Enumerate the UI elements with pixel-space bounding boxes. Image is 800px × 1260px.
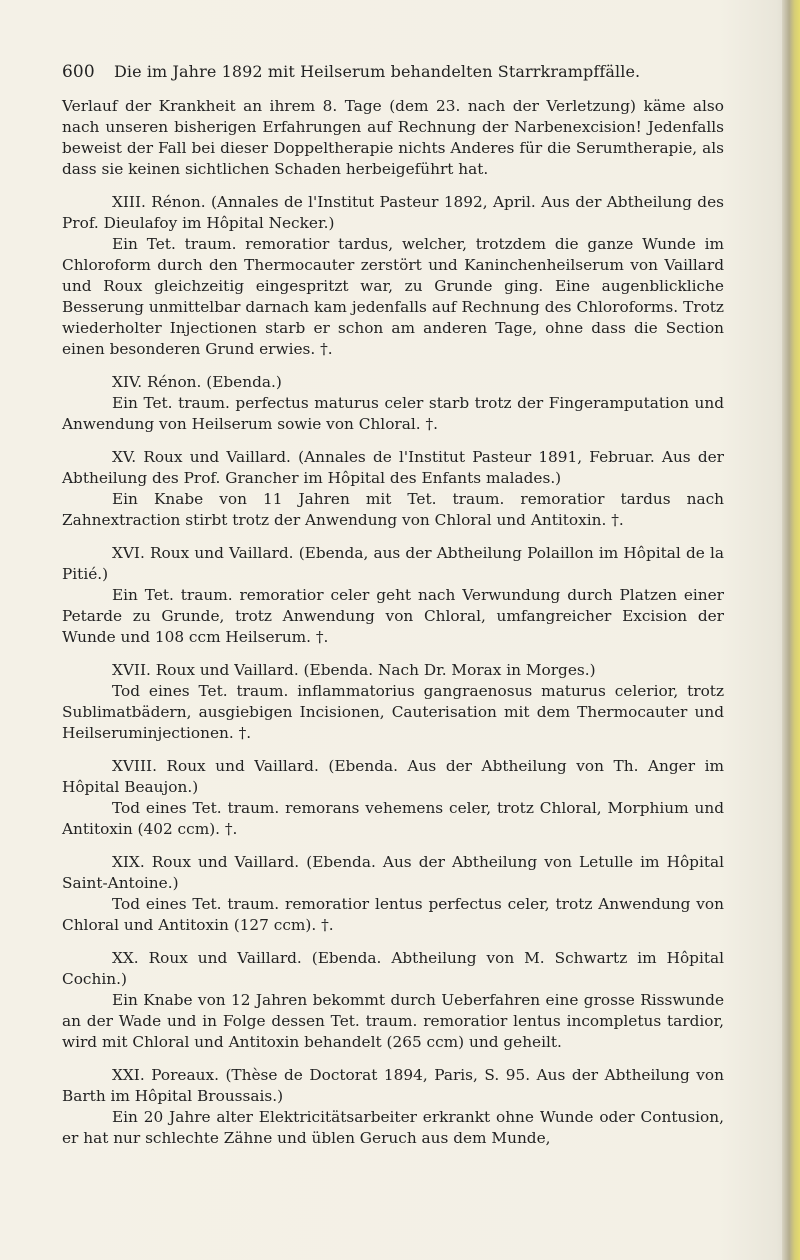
case-heading: XIX. Roux und Vaillard. (Ebenda. Aus der Abtheilung von Letulle im Hôpital Saint-Antoine.): [62, 853, 724, 892]
case-heading: XV. Roux und Vaillard. (Annales de l'Institut Pasteur 1891, Februar. Aus der Abtheilung des Prof. Grancher im Hôpital des Enfants malades.): [62, 448, 724, 487]
case-heading: XIII. Rénon. (Annales de l'Institut Pasteur 1892, April. Aus der Abtheilung des Prof. Dieulafoy im Hôpital Necker.): [62, 193, 724, 232]
paragraph: Tod eines Tet. traum. inflammatorius gangraenosus maturus celerior, trotz Sublimatbädern, ausgiebigen Incisionen, Cauterisation mit dem Thermocauter und Heilseruminjectionen. †.: [62, 682, 724, 742]
case-heading: XVIII. Roux und Vaillard. (Ebenda. Aus der Abtheilung von Th. Anger im Hôpital Beaujon.): [62, 757, 724, 796]
paragraph: Ein 20 Jahre alter Elektricitätsarbeiter erkrankt ohne Wunde oder Contusion, er hat nur schlechte Zähne und üblen Geruch aus dem Munde,: [62, 1108, 724, 1147]
paragraph: Ein Knabe von 11 Jahren mit Tet. traum. remoratior tardus nach Zahnextraction stirbt trotz der Anwendung von Chloral und Antitoxin. †.: [62, 490, 724, 529]
page-edge: [782, 0, 800, 1260]
running-header: [62, 62, 702, 82]
paragraph: Tod eines Tet. traum. remoratior lentus perfectus celer, trotz Anwendung von Chloral und Antitoxin (127 ccm). †.: [62, 895, 724, 934]
running-title: Die im Jahre 1892 mit Heilserum behandelten Starrkrampffälle.: [113, 62, 641, 81]
case-heading: XX. Roux und Vaillard. (Ebenda. Abtheilung von M. Schwartz im Hôpital Cochin.): [62, 949, 724, 988]
case-heading: XIV. Rénon. (Ebenda.): [112, 373, 282, 391]
paragraph: Ein Knabe von 12 Jahren bekommt durch Ueberfahren eine grosse Risswunde an der Wade und in Folge dessen Tet. traum. remoratior lentus incompletus tardior, wird mit Chloral und Antitoxin behandelt (265 ccm) und geheilt.: [62, 991, 724, 1051]
paragraph: Ein Tet. traum. perfectus maturus celer starb trotz der Fingeramputation und Anwendung von Heilserum sowie von Chloral. †.: [62, 394, 724, 433]
case-heading: XVI. Roux und Vaillard. (Ebenda, aus der Abtheilung Polaillon im Hôpital de la Pitié.): [62, 544, 724, 583]
paragraph: Ein Tet. traum. remoratior celer geht nach Verwundung durch Platzen einer Petarde zu Grunde, trotz Anwendung von Chloral, umfangreicher Excision der Wunde und 108 ccm Heilserum. †.: [62, 586, 724, 646]
paragraph: Tod eines Tet. traum. remorans vehemens celer, trotz Chloral, Morphium und Antitoxin (402 ccm). †.: [62, 799, 724, 838]
paragraph: Verlauf der Krankheit an ihrem 8. Tage (dem 23. nach der Verletzung) käme also nach unseren bisherigen Erfahrungen auf Rechnung der Narbenexcision! Jedenfalls beweist der Fall bei dieser Doppeltherapie nichts Anderes für die Serumtherapie, als dass sie keinen sichtlichen Schaden herbeigeführt hat.: [62, 97, 724, 178]
paragraph: Ein Tet. traum. remoratior tardus, welcher, trotzdem die ganze Wunde im Chloroform durch den Thermocauter zerstört und Kaninchenheilserum von Vaillard und Roux gleichzeitig eingespritzt war, zu Grunde ging. Eine augenblickliche Besserung unmittelbar darnach kam jedenfalls auf Rechnung des Chloroforms. Trotz wiederholter Injectionen starb er schon am anderen Tage, ohne dass die Section einen besonderen Grund erwies. †.: [62, 235, 724, 358]
body-text: [62, 96, 724, 1149]
case-heading: XVII. Roux und Vaillard. (Ebenda. Nach Dr. Morax in Morges.): [112, 661, 596, 679]
page-number: 600: [62, 62, 95, 82]
case-heading: XXI. Poreaux. (Thèse de Doctorat 1894, Paris, S. 95. Aus der Abtheilung von Barth im Hôpital Broussais.): [62, 1066, 724, 1105]
